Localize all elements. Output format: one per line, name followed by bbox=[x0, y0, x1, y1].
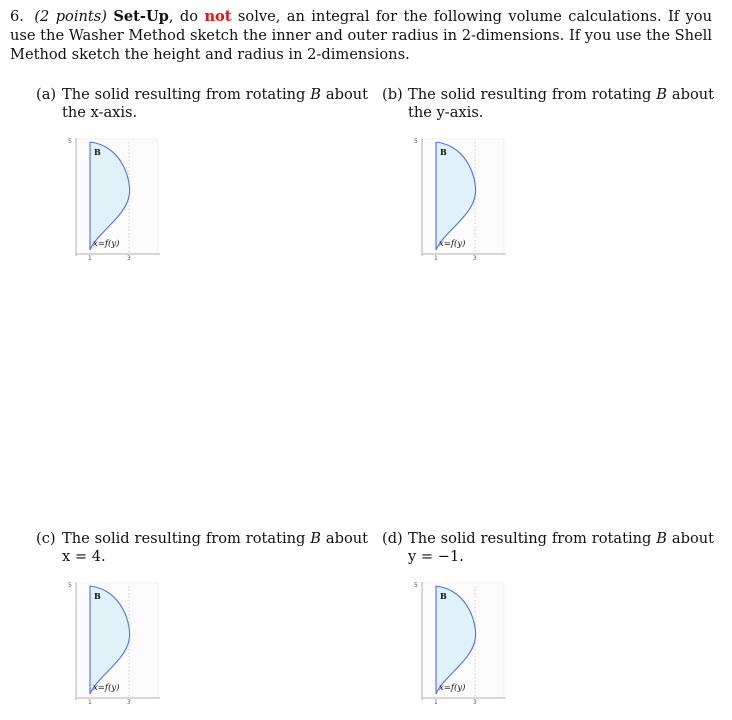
x-tick-label-3: 3 bbox=[127, 255, 131, 260]
x-tick-label-3: 3 bbox=[473, 699, 477, 704]
region-plot-d bbox=[412, 580, 516, 704]
region-var: B bbox=[656, 86, 668, 103]
plot-svg bbox=[66, 580, 170, 704]
y-tick-label: 5 bbox=[68, 582, 72, 589]
part-text-end: about bbox=[325, 86, 369, 103]
y-tick-label: 5 bbox=[414, 582, 418, 589]
part-text: The solid resulting from rotating bbox=[62, 86, 306, 103]
problem-statement bbox=[10, 7, 712, 64]
x-tick-label-1: 1 bbox=[434, 699, 438, 704]
x-tick-label-3: 3 bbox=[473, 255, 477, 260]
curve-label: x=f(y) bbox=[93, 239, 120, 249]
part-axis: x = 4. bbox=[62, 548, 106, 565]
y-tick-label: 5 bbox=[68, 138, 72, 145]
not-emphasis: not bbox=[204, 8, 232, 25]
part-d bbox=[382, 530, 714, 566]
part-text-end: about bbox=[671, 530, 715, 547]
region-label: B bbox=[94, 591, 101, 601]
plot-svg bbox=[412, 136, 516, 260]
plot-svg bbox=[412, 580, 516, 704]
plot-svg bbox=[66, 136, 170, 260]
part-text: The solid resulting from rotating bbox=[408, 86, 652, 103]
x-tick-label-1: 1 bbox=[434, 255, 438, 260]
problem-number: 6. bbox=[10, 8, 24, 25]
region-var: B bbox=[310, 530, 322, 547]
y-tick-label: 5 bbox=[414, 138, 418, 145]
part-label: (c) bbox=[36, 530, 56, 547]
part-text-end: about bbox=[671, 86, 715, 103]
part-text: The solid resulting from rotating bbox=[62, 530, 306, 547]
region-label: B bbox=[440, 591, 447, 601]
region-plot-a bbox=[66, 136, 170, 260]
region-label: B bbox=[440, 147, 447, 157]
curve-label: x=f(y) bbox=[93, 683, 120, 693]
x-tick-label-1: 1 bbox=[88, 699, 92, 704]
part-a bbox=[36, 86, 368, 122]
part-label: (a) bbox=[36, 86, 57, 103]
part-text: The solid resulting from rotating bbox=[408, 530, 652, 547]
part-axis: the y-axis. bbox=[408, 104, 484, 121]
problem-text-2: solve, an integral for the following volume calculations. If you use the Washer Method sketch the inner and outer radius in 2-dimensions. If you use the Shell Method sketch the height and radius in 2-dimensions. bbox=[10, 8, 712, 63]
curve-label: x=f(y) bbox=[439, 239, 466, 249]
region-label: B bbox=[94, 147, 101, 157]
region-plot-b bbox=[412, 136, 516, 260]
part-b bbox=[382, 86, 714, 122]
x-tick-label-1: 1 bbox=[88, 255, 92, 260]
problem-text-1: , do bbox=[168, 8, 205, 25]
part-label: (d) bbox=[382, 530, 403, 547]
region-var: B bbox=[310, 86, 322, 103]
part-c bbox=[36, 530, 368, 566]
setup-label: Set-Up bbox=[113, 8, 169, 25]
region-var: B bbox=[656, 530, 668, 547]
curve-label: x=f(y) bbox=[439, 683, 466, 693]
part-text-end: about bbox=[325, 530, 369, 547]
part-axis: y = −1. bbox=[408, 548, 464, 565]
part-label: (b) bbox=[382, 86, 403, 103]
problem-points: (2 points) bbox=[34, 8, 107, 25]
x-tick-label-3: 3 bbox=[127, 699, 131, 704]
part-axis: the x-axis. bbox=[62, 104, 138, 121]
region-plot-c bbox=[66, 580, 170, 704]
